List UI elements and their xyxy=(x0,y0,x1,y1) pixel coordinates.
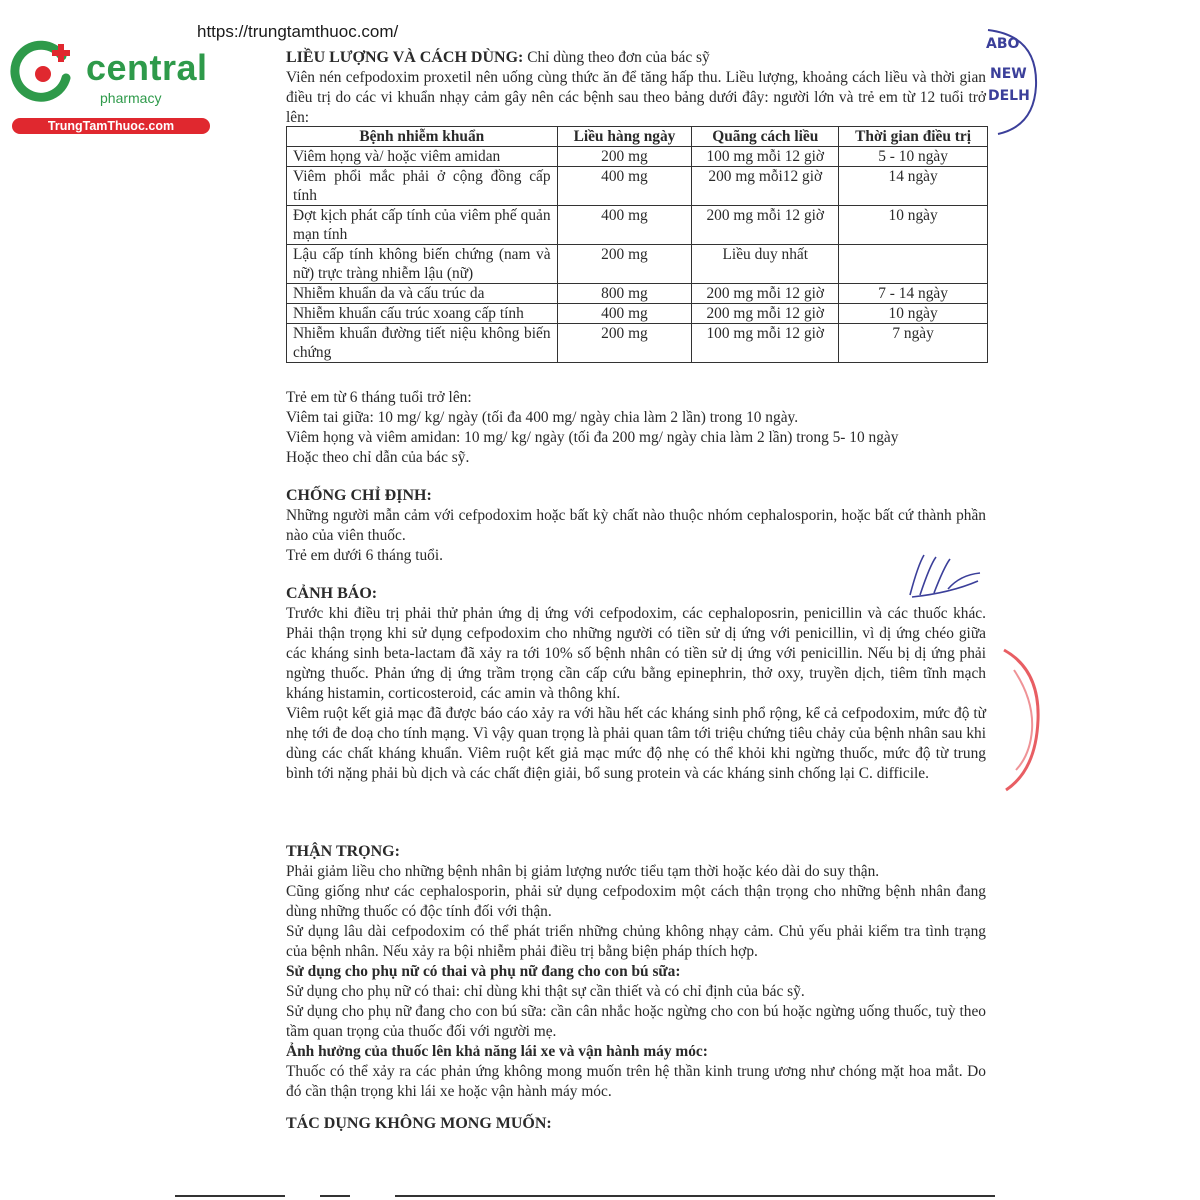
pregnancy-subtitle: Sử dụng cho phụ nữ có thai và phụ nữ đang cho con bú sữa: xyxy=(286,963,681,980)
table-row xyxy=(287,304,988,324)
table-cell: 400 mg xyxy=(557,304,692,324)
side-effects-title: TÁC DỤNG KHÔNG MONG MUỐN: xyxy=(286,1115,552,1132)
table-cell: 100 mg mỗi 12 giờ xyxy=(692,324,839,363)
precautions-title: THẬN TRỌNG: xyxy=(286,843,400,860)
driving-subtitle: Ảnh hưởng của thuốc lên khả năng lái xe và vận hành máy móc: xyxy=(286,1043,708,1060)
precautions-paragraph: Cũng giống như các cephalosporin, phải sử dụng cefpodoxim một cách thận trọng cho những bệnh nhân đang dùng những thuốc có độc tính đối với thận. xyxy=(286,883,986,920)
side-effects-section xyxy=(286,1114,986,1134)
warnings-section xyxy=(286,584,986,784)
table-row xyxy=(287,284,988,304)
dosage-intro: Viên nén cefpodoxim proxetil nên uống cùng thức ăn để tăng hấp thu. Liều lượng, khoảng cách liều và thời gian điều trị do các vi khuẩn nhạy cảm gây nên các bệnh sau theo bảng dưới đây: người lớn và trẻ em từ 12 tuổi trở lên: xyxy=(286,69,986,126)
table-cell: Viêm phổi mắc phải ở cộng đồng cấp tính xyxy=(287,167,558,206)
children-line: Trẻ em từ 6 tháng tuổi trở lên: xyxy=(286,389,472,406)
table-row xyxy=(287,206,988,245)
table-header-row xyxy=(287,127,988,147)
table-cell: 200 mg mỗi 12 giờ xyxy=(692,206,839,245)
table-cell: 14 ngày xyxy=(839,167,988,206)
table-cell: Viêm họng và/ hoặc viêm amidan xyxy=(287,147,558,167)
children-line: Viêm họng và viêm amidan: 10 mg/ kg/ ngày (tối đa 200 mg/ ngày chia làm 2 lần) trong 5- 10 ngày xyxy=(286,429,899,446)
table-cell xyxy=(839,245,988,284)
table-cell: 200 mg xyxy=(557,324,692,363)
brand-subtitle: pharmacy xyxy=(100,90,162,106)
table-row xyxy=(287,147,988,167)
blue-stamp-text-3: DELH xyxy=(988,88,1030,104)
contraindications-section xyxy=(286,486,986,566)
table-cell: Nhiễm khuẩn đường tiết niệu không biến chứng xyxy=(287,324,558,363)
children-line: Hoặc theo chỉ dẫn của bác sỹ. xyxy=(286,449,470,466)
contraindications-paragraph: Trẻ em dưới 6 tháng tuổi. xyxy=(286,547,443,564)
table-cell: 800 mg xyxy=(557,284,692,304)
table-cell: 200 mg mỗi 12 giờ xyxy=(692,304,839,324)
dosage-title: LIỀU LƯỢNG VÀ CÁCH DÙNG: xyxy=(286,49,524,66)
table-cell: 7 ngày xyxy=(839,324,988,363)
table-header: Bệnh nhiễm khuẩn xyxy=(287,127,558,147)
central-pharmacy-logo-icon xyxy=(10,38,76,104)
blue-stamp-text-1: ABO xyxy=(986,36,1020,52)
table-cell: 400 mg xyxy=(557,167,692,206)
pregnancy-paragraph: Sử dụng cho phụ nữ có thai: chỉ dùng khi thật sự cần thiết và có chỉ định của bác sỹ. xyxy=(286,983,805,1000)
precautions-paragraph: Sử dụng lâu dài cefpodoxim có thể phát triển những chủng không nhạy cảm. Chủ yếu phải kiểm tra tình trạng của bệnh nhân. Nếu xảy ra bội nhiễm phải điều trị bằng biện pháp thích hợp. xyxy=(286,923,986,960)
red-stamp-icon xyxy=(1000,640,1040,800)
warnings-paragraph: Trước khi điều trị phải thử phản ứng dị ứng với cefpodoxim, các cephaloposrin, penicillin và các thuốc khác. Phải thận trọng khi sử dụng cefpodoxim cho những người có tiền sử dị ứng với penicillin, vì dị ứng chéo giữa các kháng sinh beta-lactam đã xảy ra tới 10% số bệnh nhân có tiền sử dị ứng với penicillin. Nếu bị dị ứng phải ngừng thuốc. Phản ứng dị ứng trầm trọng cần cấp cứu bằng epinephrin, thở oxy, truyền dịch, tiêm tĩnh mạch kháng histamin, corticosteroid, các amin và thông khí. xyxy=(286,605,986,702)
table-cell: Nhiễm khuẩn cấu trúc xoang cấp tính xyxy=(287,304,558,324)
blue-stamp-text-2: NEW xyxy=(990,66,1027,82)
brand-bar: TrungTamThuoc.com xyxy=(12,118,210,134)
warnings-title: CẢNH BÁO: xyxy=(286,585,378,602)
table-cell: 400 mg xyxy=(557,206,692,245)
dosage-table xyxy=(286,126,988,363)
table-row xyxy=(287,167,988,206)
table-cell: Liều duy nhất xyxy=(692,245,839,284)
table-cell: 200 mg xyxy=(557,245,692,284)
table-cell: 200 mg xyxy=(557,147,692,167)
page-bottom-rule xyxy=(175,1195,995,1198)
brand-name: central xyxy=(86,47,208,88)
table-cell: Nhiễm khuẩn da và cấu trúc da xyxy=(287,284,558,304)
dosage-section xyxy=(286,48,986,128)
table-cell: Đợt kịch phát cấp tính của viêm phế quản mạn tính xyxy=(287,206,558,245)
contraindications-paragraph: Những người mẫn cảm với cefpodoxim hoặc bất kỳ chất nào thuộc nhóm cephalosporin, hoặc bất cứ thành phần nào của viên thuốc. xyxy=(286,507,986,544)
blue-stamp-icon xyxy=(978,26,1038,136)
table-header: Quãng cách liều xyxy=(692,127,839,147)
dosage-title-note: Chỉ dùng theo đơn của bác sỹ xyxy=(523,49,710,66)
table-row xyxy=(287,245,988,284)
table-cell: 5 - 10 ngày xyxy=(839,147,988,167)
table-header: Liều hàng ngày xyxy=(557,127,692,147)
table-cell: 200 mg mỗi12 giờ xyxy=(692,167,839,206)
children-dosage xyxy=(286,388,986,468)
watermark-url: https://trungtamthuoc.com/ xyxy=(197,22,399,41)
table-cell: 7 - 14 ngày xyxy=(839,284,988,304)
table-cell: 100 mg mỗi 12 giờ xyxy=(692,147,839,167)
table-header: Thời gian điều trị xyxy=(839,127,988,147)
contraindications-title: CHỐNG CHỈ ĐỊNH: xyxy=(286,487,432,504)
driving-paragraph: Thuốc có thể xảy ra các phản ứng không mong muốn trên hệ thần kinh trung ương như chóng mặt hoa mắt. Do đó cần thận trọng khi lái xe hoặc vận hành máy móc. xyxy=(286,1063,986,1100)
table-cell: 200 mg mỗi 12 giờ xyxy=(692,284,839,304)
table-row xyxy=(287,324,988,363)
children-line: Viêm tai giữa: 10 mg/ kg/ ngày (tối đa 400 mg/ ngày chia làm 2 lần) trong 10 ngày. xyxy=(286,409,799,426)
pregnancy-paragraph: Sử dụng cho phụ nữ đang cho con bú sữa: cần cân nhắc hoặc ngừng cho con bú hoặc ngừng uống thuốc, tuỳ theo tầm quan trọng của thuốc đối với người mẹ. xyxy=(286,1003,986,1040)
table-cell: 10 ngày xyxy=(839,206,988,245)
warnings-paragraph: Viêm ruột kết giả mạc đã được báo cáo xảy ra với hầu hết các kháng sinh phổ rộng, kể cả cefpodoxim, mức độ từ nhẹ tới đe doạ cho tính mạng. Vì vậy quan trọng là phải quan tâm tới triệu chứng tiêu chảy của bệnh nhân sau khi dùng các chất kháng khuẩn. Viêm ruột kết giả mạc mức độ nhẹ có thể khỏi khi ngừng thuốc, mức độ từ trung bình tới nặng phải bù dịch và các chất điện giải, bổ sung protein và các kháng sinh chống lại C. difficile. xyxy=(286,705,986,782)
table-cell: 10 ngày xyxy=(839,304,988,324)
table-cell: Lậu cấp tính không biến chứng (nam và nữ) trực tràng nhiễm lậu (nữ) xyxy=(287,245,558,284)
precautions-section xyxy=(286,842,986,1102)
precautions-paragraph: Phải giảm liều cho những bệnh nhân bị giảm lượng nước tiểu tạm thời hoặc kéo dài do suy thận. xyxy=(286,863,880,880)
